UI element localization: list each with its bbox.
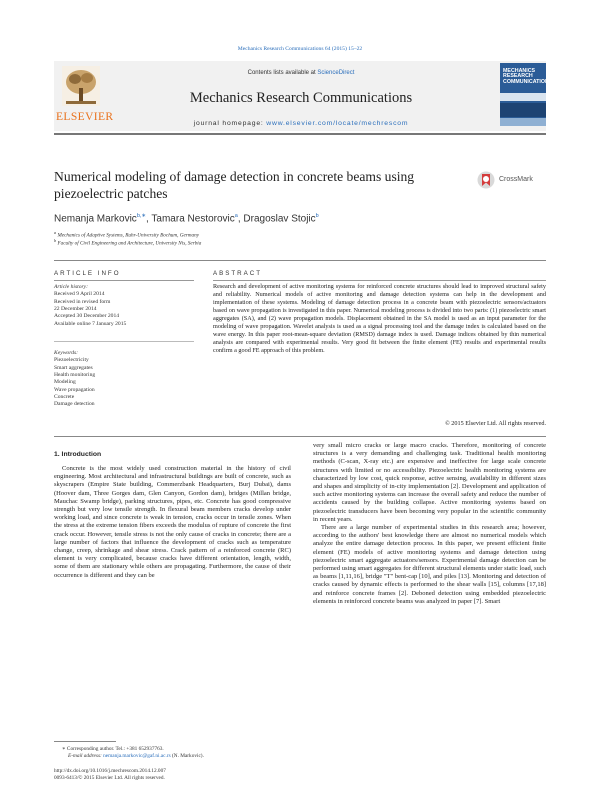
cover-band xyxy=(500,103,546,117)
author-affiliation-marker[interactable]: a xyxy=(234,213,238,219)
issn-notice: 0093-6413/© 2015 Elsevier Ltd. All rights reserved. xyxy=(54,775,165,781)
keyword: Smart aggregates xyxy=(54,364,93,371)
keyword: Damage detection xyxy=(54,401,95,408)
abstract-text: Research and development of active monitoring systems for reinforced concrete structures should lead to improved structural safety and reliability. Numerical models of active monitoring and damage detection systems can help in the development and implementation of these systems. Modeling of damage detection process in a concrete beam with piezoelectric sensors/actuators based on wave propagation is investigated in this paper. Numerical modeling process is divided into two parts: (1) piezoelectric smart aggregates (SA), and (2) wave propagation models. Displacement obtained in the SA model is used as an input parameter for the modeling of wave propagation. Wavelet analysis is used as a signal processing tool and the damage index is calculated based on the wave energy. In this paper root-mean-square deviation (RMSD) damage index is used. Damage indices obtained by thin numerical analysis are compared with experimental results. Very good fit between the finite element (FE) results and experimental results confirm a good FE approach of this problem. xyxy=(213,283,546,354)
divider xyxy=(54,260,546,261)
affiliation-text: Faculty of Civil Engineering and Architecture, University Nis, Serbia xyxy=(57,240,202,247)
divider xyxy=(54,436,546,437)
email-link[interactable]: nemanja.markovic@gaf.ni.ac.rs xyxy=(103,753,171,759)
journal-title: Mechanics Research Communications xyxy=(189,90,413,106)
affiliation-text: Mechanics of Adaptive Systems, Ruhr-University Bochum, Germany xyxy=(57,232,200,239)
crossmark-icon xyxy=(477,171,495,189)
author-affiliation-marker[interactable]: b,∗ xyxy=(136,213,147,219)
journal-reference[interactable]: Mechanics Research Communications 64 (2015) 15–22 xyxy=(237,46,363,52)
header-divider xyxy=(54,133,546,135)
contents-availability xyxy=(110,70,492,76)
affiliation-marker: a xyxy=(54,230,57,235)
body-column-left xyxy=(54,465,291,580)
crossmark-label: CrossMark xyxy=(499,176,533,183)
keywords-label: Keywords: xyxy=(54,350,79,356)
history-item: Received in revised form xyxy=(54,298,111,305)
author-name[interactable]: Nemanja Markovic xyxy=(54,213,137,225)
elsevier-logo xyxy=(56,64,114,124)
email-note xyxy=(68,753,204,760)
footnote-divider xyxy=(54,741,116,742)
history-item: Available online 7 January 2015 xyxy=(54,320,127,327)
keyword: Modeling xyxy=(54,379,76,386)
affiliation xyxy=(54,238,201,247)
section-heading: 1. Introduction xyxy=(54,451,102,458)
email-suffix: (N. Markovic). xyxy=(170,753,204,759)
body-paragraph: Concrete is the most widely used construction material in the history of civil engineering. Most architectural and infrastructural buildings are built of concrete, such as skyscrapers (Empire State building, Commerzbank Headquarters, Burj Dubai), dams (Hoover dam, Three Gorges dam, Glen Canyon, Gordon dam), bridges (Millan bridge, Mauchac Swamp bridge), parking structures, pipes, etc. Concrete has good compressive strength but very low tensile strength. In flexural beam members cracks develop under working load, and since concrete is weak in tension, cracks occur in tensile zones. When the stress at the extreme tension fibers exceeds the modulus of rupture of concrete the first crack occur. However, tensile stress is not the only cause of cracks in concrete; there are a large number of factors that influence the development of cracks such as temperature change, creep, shrinkage and shear stress. Crack pattern of a reinforced concrete (RC) element is very complicated, because cracks have different orientation, length, width, some of them are stationary while others are propagating. Furthermore, the cause of their occurrence is different and they can be xyxy=(54,465,291,579)
body-paragraph: very small micro cracks or large macro cracks. Therefore, monitoring of concrete structures is a very demanding and challenging task. Traditional health monitoring methods (C-scan, X-ray etc.) are expensive and ineffective for large scale concrete structures with limited or no accessibility. Piezoelectric health monitoring systems are characterized by low cost, quick response, active sensing, availability in different sizes and shapes and simplicity of in-city implementation [2]. Development and application of such active monitoring systems can increase the overall safety and reduce the number of accidents caused by the building collapse. Active monitoring systems based on piezoelectric transducers have been becoming very popular in the scientific community in recent years. xyxy=(313,442,546,523)
history-item: Accepted 30 December 2014 xyxy=(54,313,120,320)
cover-band xyxy=(500,118,546,126)
history-item: 22 December 2014 xyxy=(54,305,97,312)
author-list xyxy=(54,213,319,224)
author-separator: , xyxy=(237,213,244,225)
author-affiliation-marker[interactable]: b xyxy=(315,213,319,219)
history-item: Received 9 April 2014 xyxy=(54,291,105,298)
body-paragraph: There are a large number of experimental studies in this research area; however, according to the authors' best knowledge there are almost no numerical models which analyze the entire damage detection process. In this paper, we present efficient finite element (FE) models of active monitoring systems and damage detection using piezoelectric smart aggregate actuators/sensors. Experimental damage detection can be performed using smart aggregates for different structural elements under static load, such as beams [1,11,16], bridge "T" bent-cap [10], and piles [13]. Monitoring and detection of cracks caused by dynamic effects is performed to the shear walls [15], columns [17,18] and reinforce concrete frames [2]. Deboned detection using embedded piezoelectric elements in reinforced concrete beams was analyzed in paper [7]. Smart xyxy=(313,524,546,605)
keyword: Health monitoring xyxy=(54,371,96,378)
article-info-heading: ARTICLE INFO xyxy=(54,270,121,277)
journal-homepage xyxy=(110,120,492,127)
affiliation-marker: b xyxy=(54,238,57,243)
divider xyxy=(213,280,546,281)
cover-title: MECHANICS RESEARCH COMMUNICATIONS xyxy=(503,68,553,85)
email-label: E-mail address: xyxy=(68,753,104,759)
doi-link[interactable]: http://dx.doi.org/10.1016/j.mechrescom.2014.12.007 xyxy=(54,768,166,774)
journal-cover-image xyxy=(500,63,553,126)
copyright-notice: © 2015 Elsevier Ltd. All rights reserved. xyxy=(445,420,546,427)
history-label: Article history: xyxy=(54,284,89,290)
abstract-heading: ABSTRACT xyxy=(213,270,263,277)
crossmark-badge[interactable] xyxy=(477,171,547,191)
author-name[interactable]: Dragoslav Stojic xyxy=(243,213,316,225)
divider xyxy=(54,341,194,342)
keyword: Piezoelectricity xyxy=(54,357,89,364)
keyword: Wave propagation xyxy=(54,386,95,393)
contents-prefix: Contents lists available at xyxy=(247,70,318,76)
body-column-right xyxy=(313,442,546,606)
homepage-prefix: journal homepage: xyxy=(193,120,267,127)
divider xyxy=(54,280,194,281)
author-name[interactable]: Tamara Nestorovic xyxy=(151,213,235,225)
homepage-link[interactable]: www.elsevier.com/locate/mechrescom xyxy=(266,120,409,127)
elsevier-wordmark: ELSEVIER xyxy=(56,111,114,123)
author-separator: , xyxy=(146,213,152,225)
cover-band xyxy=(500,93,546,101)
keyword: Concrete xyxy=(54,393,75,400)
corresponding-author-note: ∗ Corresponding author. Tel.: +381 652937763. xyxy=(62,746,164,752)
sciencedirect-link[interactable]: ScienceDirect xyxy=(317,70,355,76)
elsevier-tree-icon xyxy=(62,66,100,106)
article-title: Numerical modeling of damage detection in concrete beams using piezoelectric patches xyxy=(54,169,415,201)
